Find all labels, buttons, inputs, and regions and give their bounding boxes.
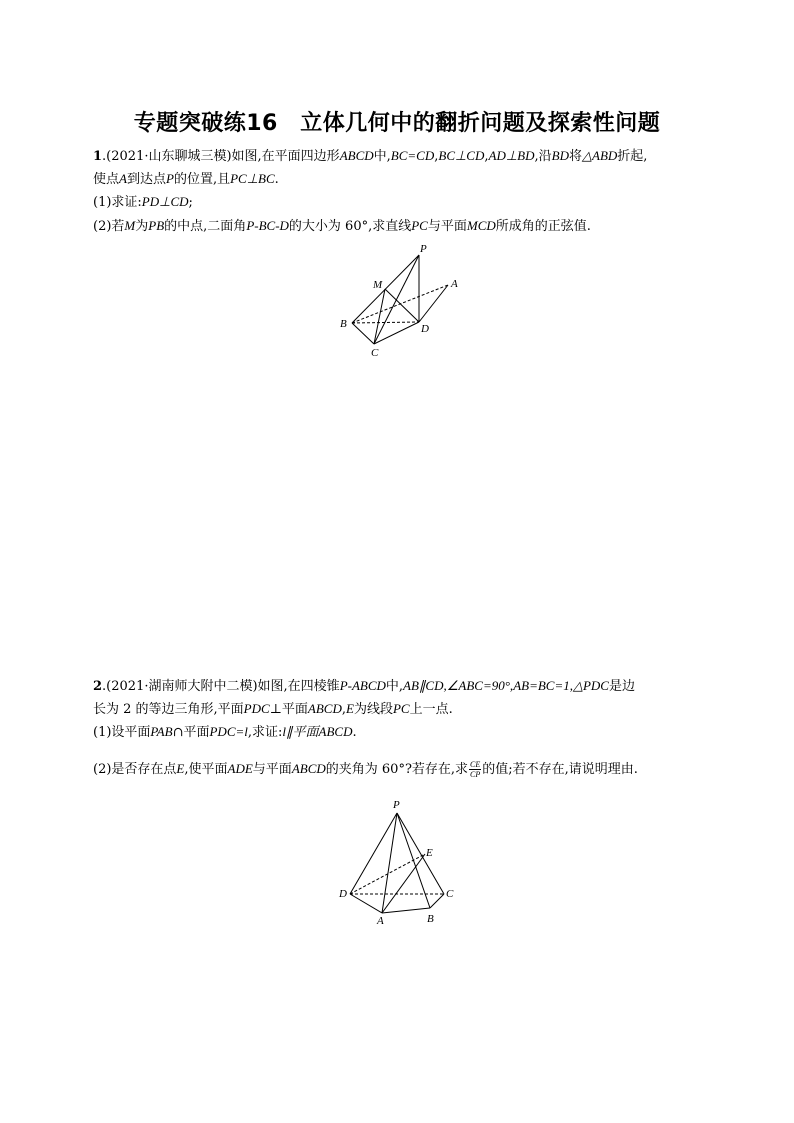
- fraction-numerator: CE: [470, 760, 481, 769]
- problem1-part2: [93, 217, 591, 236]
- text: ;: [188, 195, 193, 210]
- math-E: E: [176, 761, 185, 776]
- math-PD-perp-CD: PD⊥CD: [141, 194, 189, 209]
- text: (2)若: [93, 219, 125, 234]
- text: 折起,: [617, 149, 648, 164]
- text: .: [352, 725, 357, 740]
- text: ⊥平面: [269, 702, 308, 717]
- fraction-denominator: CP: [470, 770, 481, 779]
- text: 的位置,且: [173, 172, 231, 187]
- problem1-source: .(2021·山东聊城三模): [102, 149, 232, 164]
- text: ,使平面: [184, 762, 228, 777]
- math-P: P: [165, 171, 174, 186]
- problem1-line1: [93, 147, 647, 166]
- problem2-number: 2: [93, 679, 103, 694]
- problem2-line2: [93, 700, 453, 719]
- math-ABCD: ABCD: [307, 701, 342, 716]
- text: 的夹角为 60°?若存在,求: [325, 762, 469, 777]
- math-AD-perp-BD: AD⊥BD: [488, 148, 535, 163]
- text: ,: [341, 702, 346, 717]
- text: 的值;若不存在,请说明理由.: [482, 762, 638, 777]
- text: 将: [568, 149, 582, 164]
- text: 的大小为 60°,求直线: [288, 219, 412, 234]
- text: (2)是否存在点: [93, 762, 177, 777]
- text: 中,: [385, 679, 404, 694]
- math-M: M: [124, 218, 136, 233]
- text: 与平面: [252, 762, 292, 777]
- text: 为: [135, 219, 149, 234]
- text: 为线段: [353, 702, 393, 717]
- text: .: [274, 172, 279, 187]
- label-D: D: [421, 323, 429, 335]
- fraction-CE-over-CP: [469, 760, 481, 779]
- problem2-part1: [93, 723, 357, 742]
- text: 使点: [93, 172, 120, 187]
- text: 到达点: [126, 172, 166, 187]
- label-A: A: [451, 278, 458, 290]
- text: (1)求证:: [93, 195, 142, 210]
- edge-PA: [382, 813, 397, 913]
- edge-MD: [385, 289, 419, 322]
- label-P: P: [420, 243, 427, 255]
- math-PC: PC: [411, 218, 428, 233]
- math-BC-eq-CD: BC=CD: [390, 148, 435, 163]
- math-A: A: [119, 171, 127, 186]
- edge-BC: [430, 894, 444, 908]
- label-B: B: [340, 318, 347, 330]
- math-l-par: l∥平面: [282, 724, 319, 739]
- math-angle-ABC: ,∠ABC=90°,: [443, 678, 514, 693]
- problem1-line2: [93, 170, 279, 189]
- label-A: A: [377, 915, 384, 927]
- problem1-number: 1: [93, 149, 103, 164]
- text: 长为 2 的等边三角形,平面: [93, 702, 244, 717]
- math-P-BC-D: P-BC-D: [246, 218, 289, 233]
- edge-AB: [382, 908, 430, 913]
- text: 与平面: [427, 219, 467, 234]
- figure-2-pyramid: [330, 795, 470, 930]
- text: 是边: [608, 679, 635, 694]
- edge-BC: [352, 323, 374, 344]
- label-B: B: [427, 913, 434, 925]
- edge-DA: [350, 894, 382, 913]
- text: ∩平面: [172, 725, 210, 740]
- math-AB-eq-BC: AB=BC=1: [513, 678, 570, 693]
- math-tri-PDC: ,△PDC: [569, 678, 609, 693]
- label-P: P: [393, 799, 400, 811]
- text: 的中点,二面角: [164, 219, 247, 234]
- page-title: 专题突破练16 立体几何中的翻折问题及探索性问题: [133, 111, 661, 136]
- math-BD: BD: [551, 148, 569, 163]
- edge-AE: [382, 854, 425, 913]
- math-ABCD: ABCD: [339, 148, 374, 163]
- text: ,求证:: [247, 725, 283, 740]
- problem1-part1: [93, 193, 193, 212]
- problem2-line1: [93, 677, 635, 696]
- text: 如图,在平面四边形: [231, 149, 340, 164]
- math-P-ABCD: P-ABCD: [339, 678, 386, 693]
- text: 所成角的正弦值.: [495, 219, 591, 234]
- label-C: C: [446, 888, 454, 900]
- edge-CD: [374, 322, 419, 344]
- text: ,沿: [534, 149, 552, 164]
- math-PB: PB: [148, 218, 165, 233]
- text: 上一点.: [409, 702, 453, 717]
- figure-1-pyramid: [330, 240, 480, 360]
- math-tri-ABD: △ABD: [582, 148, 618, 163]
- problem2-source: .(2021·湖南师大附中二模): [102, 679, 258, 694]
- math-PC: PC: [392, 701, 410, 716]
- math-E: E: [346, 701, 354, 716]
- text: (1)设平面: [93, 725, 151, 740]
- text: ,: [484, 149, 489, 164]
- text: 中,: [373, 149, 391, 164]
- math-ADE: ADE: [227, 761, 253, 776]
- problem2-part2: [93, 760, 638, 779]
- label-E: E: [426, 847, 433, 859]
- math-PAB: PAB: [150, 724, 173, 739]
- text: 如图,在四棱锥: [257, 679, 340, 694]
- math-AB-par-CD: AB∥CD: [403, 678, 444, 693]
- math-PDC-eq-l: PDC=l: [209, 724, 248, 739]
- label-M: M: [373, 279, 383, 291]
- label-C: C: [371, 347, 379, 359]
- math-ABCD: ABCD: [318, 724, 353, 739]
- math-PDC: PDC: [243, 701, 270, 716]
- label-D: D: [339, 888, 347, 900]
- math-PC-perp-BC: PC⊥BC: [230, 171, 275, 186]
- math-MCD: MCD: [466, 218, 496, 233]
- math-ABCD: ABCD: [291, 761, 326, 776]
- edge-MC: [374, 289, 385, 344]
- text: ,: [434, 149, 439, 164]
- math-BC-perp-CD: BC⊥CD: [438, 148, 485, 163]
